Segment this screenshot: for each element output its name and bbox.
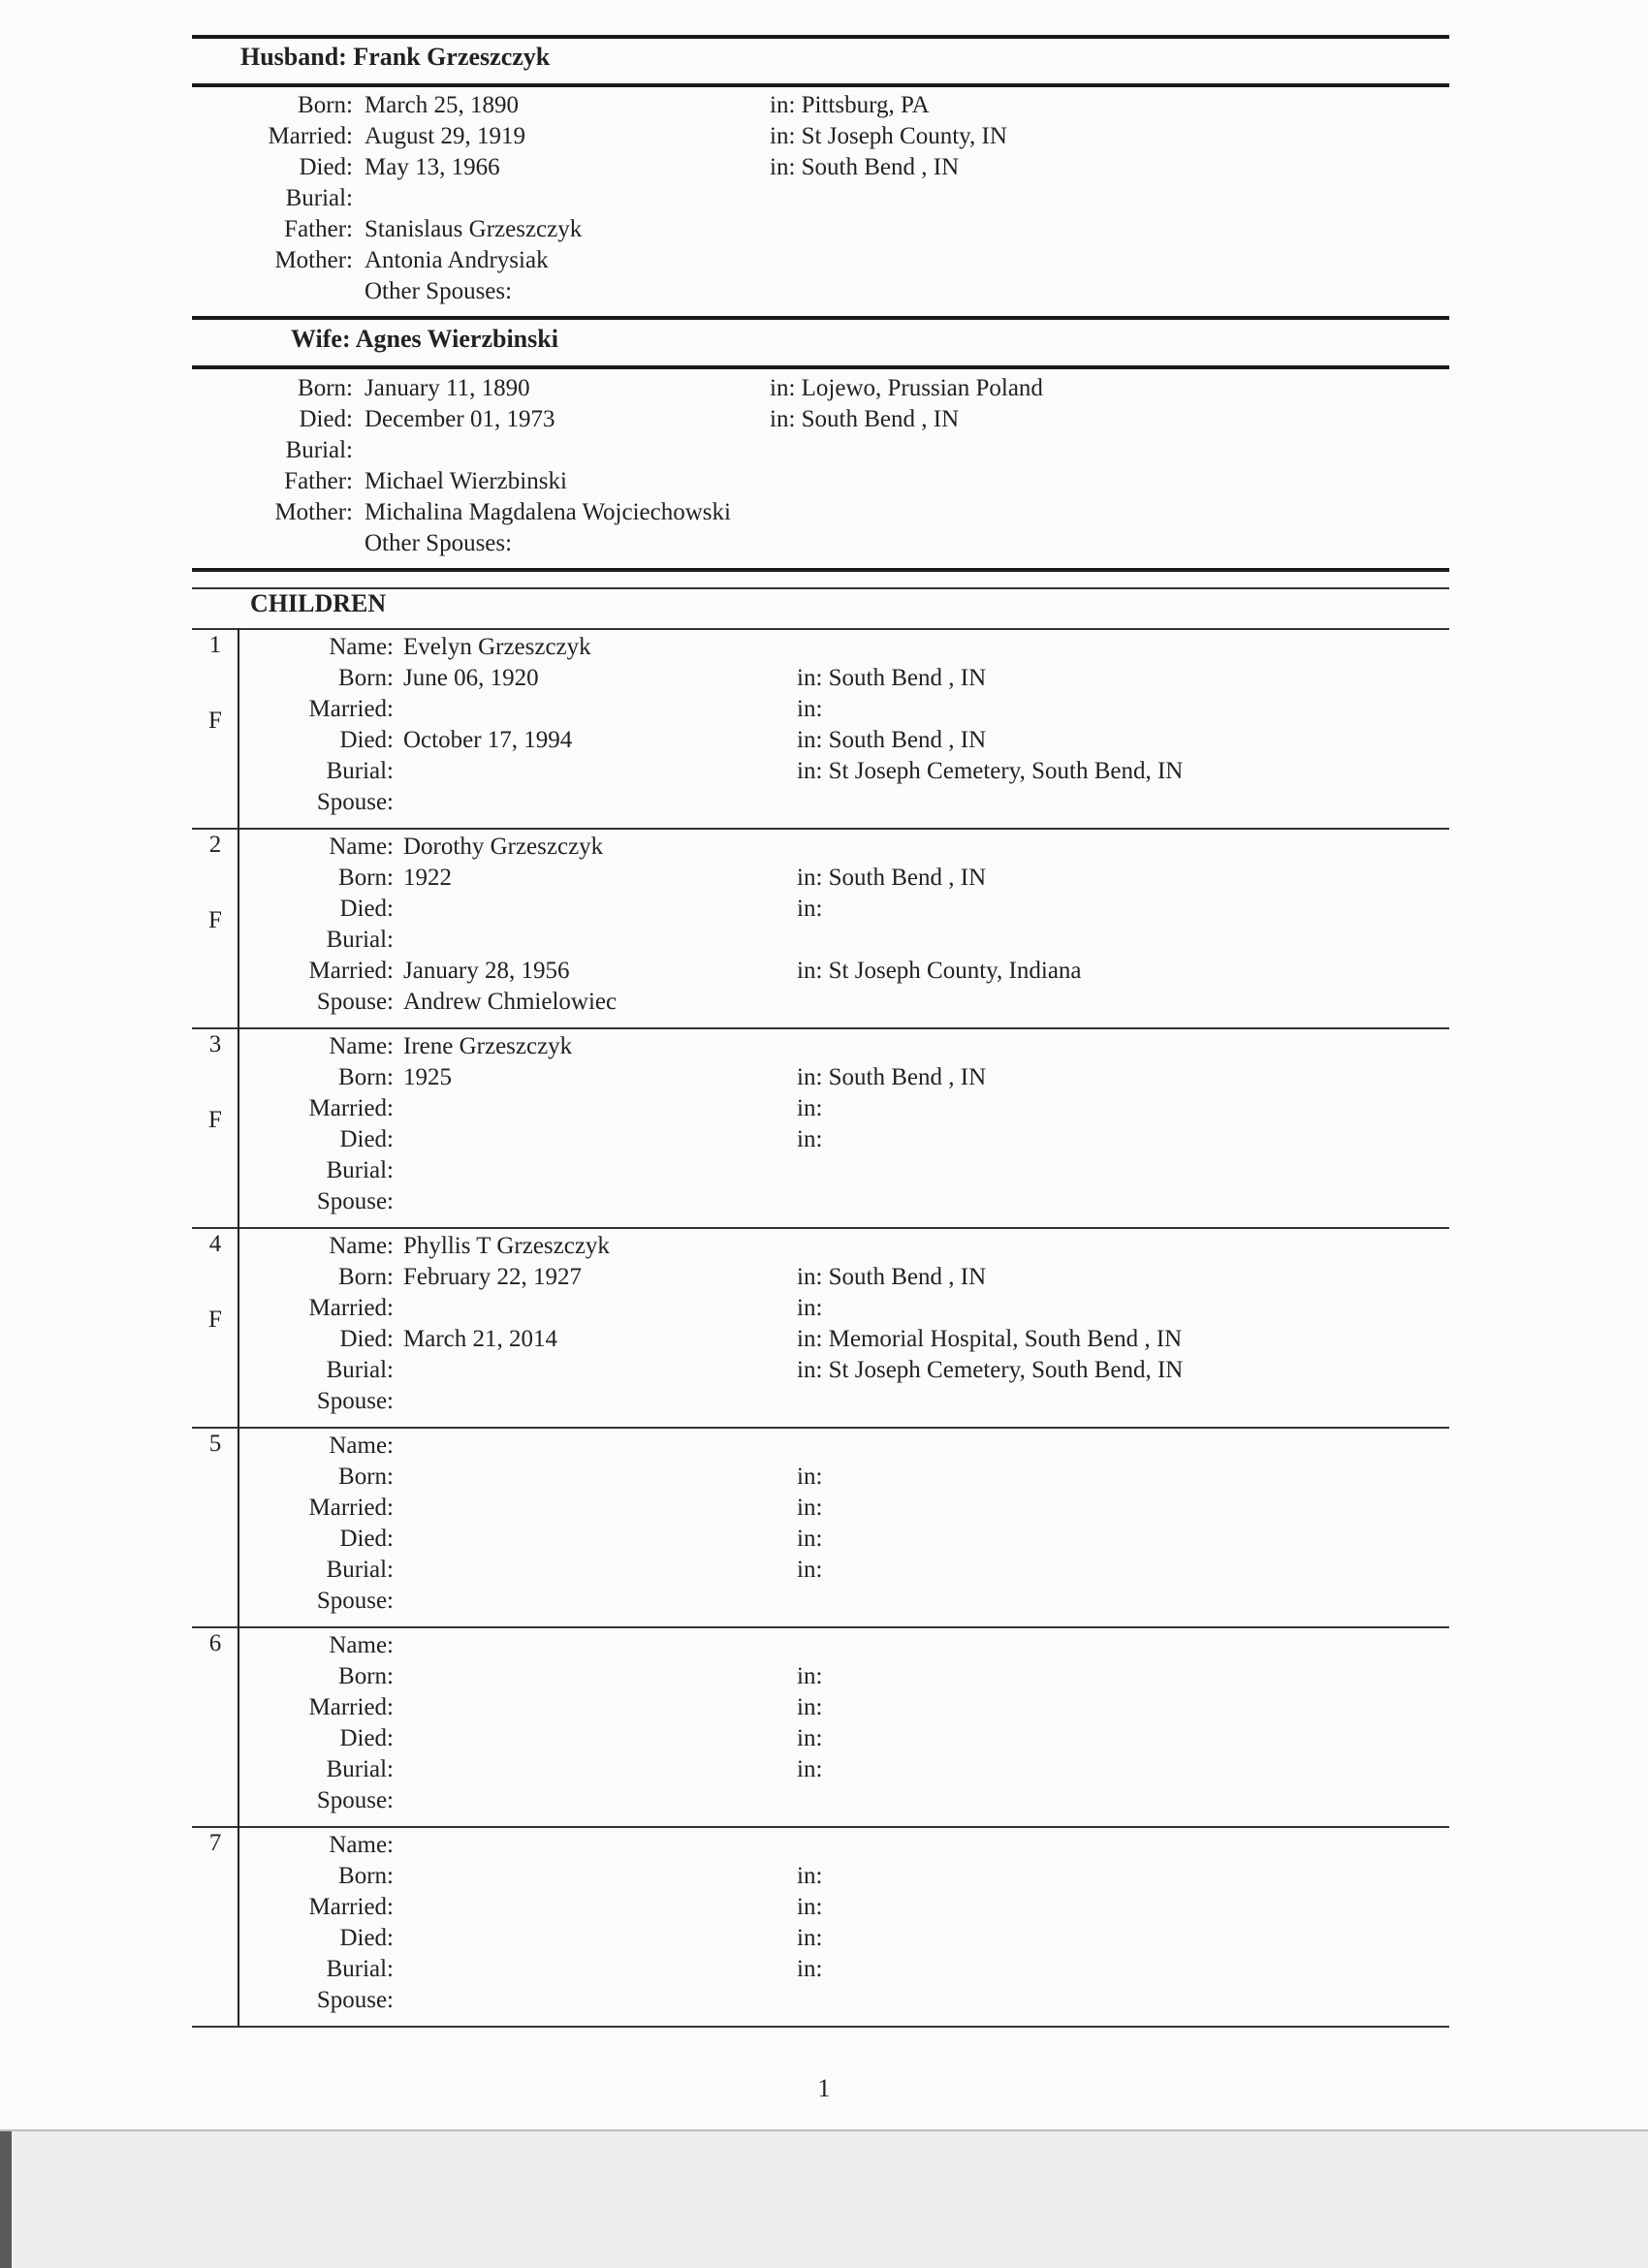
fact-place: in: South Bend , IN — [797, 665, 987, 691]
husband-fact-row — [0, 183, 1648, 214]
fact-label: Name: — [329, 834, 394, 860]
fact-label: Burial: — [326, 927, 394, 953]
fact-label: Spouse: — [316, 1987, 394, 2013]
fact-place: in: South Bend , IN — [797, 865, 987, 891]
child-fact-row — [0, 1355, 1648, 1386]
fact-label: Born: — [338, 1064, 394, 1090]
fact-label: Died: — [339, 1725, 394, 1751]
fact-label: Burial: — [285, 437, 353, 463]
fact-label: Married: — [308, 696, 394, 722]
fact-label: Spouse: — [316, 1588, 394, 1614]
child-separator — [192, 1427, 1449, 1429]
fact-value: Michalina Magdalena Wojciechowski — [364, 499, 731, 525]
husband-heading-label: Husband: — [240, 43, 347, 71]
fact-place: in: — [797, 1464, 823, 1490]
wife-heading-label: Wife: — [291, 325, 351, 353]
fact-label: Father: — [284, 468, 353, 494]
scan-background — [0, 2129, 1648, 2268]
fact-label: Name: — [329, 1632, 394, 1658]
husband-fact-row — [0, 90, 1648, 121]
child-number: 2 — [208, 832, 222, 858]
child-separator — [192, 1227, 1449, 1229]
child-fact-row — [0, 1723, 1648, 1754]
fact-label: Born: — [298, 375, 353, 401]
fact-value: Irene Grzeszczyk — [403, 1033, 573, 1059]
fact-place: in: — [797, 1925, 823, 1951]
fact-label: Burial: — [326, 1756, 394, 1782]
children-heading: CHILDREN — [250, 589, 387, 617]
fact-place: in: St Joseph Cemetery, South Bend, IN — [797, 1357, 1184, 1383]
child-fact-row — [0, 1031, 1648, 1062]
fact-label: Born: — [338, 1663, 394, 1689]
fact-label: Married: — [308, 1095, 394, 1121]
fact-label: Name: — [329, 634, 394, 660]
fact-place: in: St Joseph Cemetery, South Bend, IN — [797, 758, 1184, 784]
child-number: 3 — [208, 1031, 222, 1057]
child-fact-row — [0, 1830, 1648, 1861]
fact-place: in: — [797, 1894, 823, 1920]
child-fact-row — [0, 1093, 1648, 1124]
child-fact-row — [0, 694, 1648, 725]
fact-label: Married: — [308, 1894, 394, 1920]
child-fact-row — [0, 987, 1648, 1018]
page-number: 1 — [817, 2074, 831, 2102]
child-fact-row — [0, 1431, 1648, 1462]
child-number: 5 — [208, 1431, 222, 1457]
child-fact-row — [0, 1155, 1648, 1186]
child-fact-row — [0, 1462, 1648, 1493]
child-sex: F — [208, 1307, 222, 1333]
fact-label: Father: — [284, 216, 353, 242]
child-number: 4 — [208, 1231, 222, 1257]
fact-place: in: — [797, 1725, 823, 1751]
child-fact-row — [0, 1124, 1648, 1155]
top-rule — [192, 35, 1449, 39]
child-fact-row — [0, 863, 1648, 894]
fact-place: in: — [797, 1663, 823, 1689]
fact-place: in: — [797, 1295, 823, 1321]
fact-value: Antonia Andrysiak — [364, 247, 549, 273]
fact-value: Phyllis T Grzeszczyk — [403, 1233, 610, 1259]
fact-place: in: South Bend , IN — [770, 154, 960, 180]
fact-label: Burial: — [285, 185, 353, 211]
child-separator — [192, 1626, 1449, 1628]
child-fact-row — [0, 1062, 1648, 1093]
child-fact-row — [0, 756, 1648, 787]
child-fact-row — [0, 1324, 1648, 1355]
child-fact-row — [0, 925, 1648, 956]
fact-label: Mother: — [274, 247, 353, 273]
fact-value: March 25, 1890 — [364, 92, 519, 118]
fact-value: January 11, 1890 — [364, 375, 530, 401]
fact-place: in: South Bend , IN — [770, 406, 960, 432]
fact-label: Spouse: — [316, 1388, 394, 1414]
fact-label: Married: — [308, 1694, 394, 1720]
child-fact-row — [0, 1892, 1648, 1923]
fact-value: Andrew Chmielowiec — [403, 989, 618, 1015]
fact-label: Burial: — [326, 758, 394, 784]
wife-fact-row — [0, 373, 1648, 404]
child-separator — [192, 1027, 1449, 1029]
child-fact-row — [0, 632, 1648, 663]
children-top-rule — [192, 568, 1449, 572]
child-fact-row — [0, 725, 1648, 756]
fact-value: January 28, 1956 — [403, 958, 570, 984]
fact-place: in: Memorial Hospital, South Bend , IN — [797, 1326, 1183, 1352]
fact-value: Evelyn Grzeszczyk — [403, 634, 591, 660]
child-fact-row — [0, 1386, 1648, 1417]
fact-place: in: — [797, 1756, 823, 1782]
husband-fact-row — [0, 152, 1648, 183]
husband-fact-row — [0, 214, 1648, 245]
fact-value: Michael Wierzbinski — [364, 468, 567, 494]
child-fact-row — [0, 1923, 1648, 1954]
husband-heading — [240, 43, 550, 72]
fact-place: in: — [797, 1526, 823, 1552]
fact-label: Spouse: — [316, 989, 394, 1015]
child-sex: F — [208, 1107, 222, 1133]
fact-place: in: Lojewo, Prussian Poland — [770, 375, 1043, 401]
fact-label: Name: — [329, 1433, 394, 1459]
fact-place: in: Pittsburg, PA — [770, 92, 930, 118]
fact-label: Name: — [329, 1233, 394, 1259]
husband-fact-row — [0, 121, 1648, 152]
fact-value: Stanislaus Grzeszczyk — [364, 216, 583, 242]
child-number: 7 — [208, 1830, 222, 1856]
fact-value: May 13, 1966 — [364, 154, 500, 180]
fact-label: Died: — [339, 1326, 394, 1352]
wife-other-spouses — [0, 528, 1648, 559]
fact-place: in: South Bend , IN — [797, 727, 987, 753]
children-column-divider — [238, 628, 239, 2026]
fact-value: June 06, 1920 — [403, 665, 539, 691]
fact-place: in: — [797, 1126, 823, 1152]
child-fact-row — [0, 894, 1648, 925]
fact-label: Burial: — [326, 1956, 394, 1982]
child-fact-row — [0, 1586, 1648, 1617]
child-fact-row — [0, 1630, 1648, 1661]
wife-fact-row — [0, 435, 1648, 466]
fact-label: Mother: — [274, 499, 353, 525]
wife-fact-row — [0, 404, 1648, 435]
fact-label: Born: — [338, 1863, 394, 1889]
husband-name: Frank Grzeszczyk — [353, 43, 551, 71]
child-fact-row — [0, 1293, 1648, 1324]
fact-label: Married: — [268, 123, 353, 149]
fact-place: in: St Joseph County, Indiana — [797, 958, 1082, 984]
child-fact-row — [0, 1524, 1648, 1555]
fact-label: Spouse: — [316, 789, 394, 815]
fact-place: in: — [797, 1495, 823, 1521]
child-sex: F — [208, 907, 222, 933]
child-fact-row — [0, 1493, 1648, 1524]
fact-place: in: — [797, 696, 823, 722]
wife-fact-row — [0, 497, 1648, 528]
husband-fact-row — [0, 245, 1648, 276]
fact-value: March 21, 2014 — [403, 1326, 557, 1352]
husband-rule — [192, 83, 1449, 87]
fact-label: Born: — [338, 1264, 394, 1290]
fact-label: Burial: — [326, 1557, 394, 1583]
child-fact-row — [0, 1692, 1648, 1723]
fact-label: Married: — [308, 1495, 394, 1521]
wife-name: Agnes Wierzbinski — [355, 325, 558, 353]
child-fact-row — [0, 1186, 1648, 1217]
wife-top-rule — [192, 316, 1449, 320]
fact-place: in: — [797, 896, 823, 922]
children-bottom-rule — [192, 2026, 1449, 2028]
other-spouses-label: Other Spouses: — [364, 530, 513, 556]
fact-label: Died: — [299, 406, 353, 432]
fact-place: in: St Joseph County, IN — [770, 123, 1007, 149]
fact-place: in: — [797, 1863, 823, 1889]
fact-value: December 01, 1973 — [364, 406, 555, 432]
fact-label: Died: — [339, 727, 394, 753]
fact-place: in: — [797, 1694, 823, 1720]
wife-rule — [192, 365, 1449, 369]
other-spouses-label: Other Spouses: — [364, 278, 513, 304]
fact-label: Died: — [299, 154, 353, 180]
child-fact-row — [0, 787, 1648, 818]
child-separator — [192, 1826, 1449, 1828]
scan-shadow — [0, 2131, 12, 2268]
fact-label: Burial: — [326, 1357, 394, 1383]
fact-label: Married: — [308, 958, 394, 984]
fact-label: Born: — [338, 1464, 394, 1490]
child-fact-row — [0, 832, 1648, 863]
fact-label: Died: — [339, 1526, 394, 1552]
child-fact-row — [0, 1754, 1648, 1785]
fact-place: in: South Bend , IN — [797, 1264, 987, 1290]
fact-label: Born: — [338, 665, 394, 691]
fact-label: Name: — [329, 1832, 394, 1858]
wife-heading — [291, 325, 558, 354]
child-fact-row — [0, 1661, 1648, 1692]
fact-value: August 29, 1919 — [364, 123, 525, 149]
child-fact-row — [0, 1231, 1648, 1262]
child-fact-row — [0, 956, 1648, 987]
child-fact-row — [0, 663, 1648, 694]
fact-label: Born: — [298, 92, 353, 118]
fact-label: Burial: — [326, 1157, 394, 1183]
child-separator — [192, 828, 1449, 830]
fact-place: in: South Bend , IN — [797, 1064, 987, 1090]
child-sex: F — [208, 708, 222, 734]
child-fact-row — [0, 1262, 1648, 1293]
fact-label: Born: — [338, 865, 394, 891]
fact-label: Spouse: — [316, 1787, 394, 1813]
child-fact-row — [0, 1555, 1648, 1586]
child-fact-row — [0, 1954, 1648, 1985]
fact-place: in: — [797, 1557, 823, 1583]
fact-label: Died: — [339, 1925, 394, 1951]
fact-value: 1925 — [403, 1064, 452, 1090]
child-number: 1 — [208, 632, 222, 658]
fact-label: Died: — [339, 1126, 394, 1152]
fact-place: in: — [797, 1956, 823, 1982]
fact-value: February 22, 1927 — [403, 1264, 582, 1290]
fact-label: Name: — [329, 1033, 394, 1059]
child-fact-row — [0, 1785, 1648, 1816]
fact-value: October 17, 1994 — [403, 727, 573, 753]
fact-label: Spouse: — [316, 1188, 394, 1214]
fact-label: Married: — [308, 1295, 394, 1321]
fact-value: 1922 — [403, 865, 452, 891]
child-separator — [192, 628, 1449, 630]
child-fact-row — [0, 1985, 1648, 2016]
husband-other-spouses — [0, 276, 1648, 307]
wife-fact-row — [0, 466, 1648, 497]
fact-value: Dorothy Grzeszczyk — [403, 834, 604, 860]
child-fact-row — [0, 1861, 1648, 1892]
fact-place: in: — [797, 1095, 823, 1121]
child-number: 6 — [208, 1630, 222, 1656]
fact-label: Died: — [339, 896, 394, 922]
